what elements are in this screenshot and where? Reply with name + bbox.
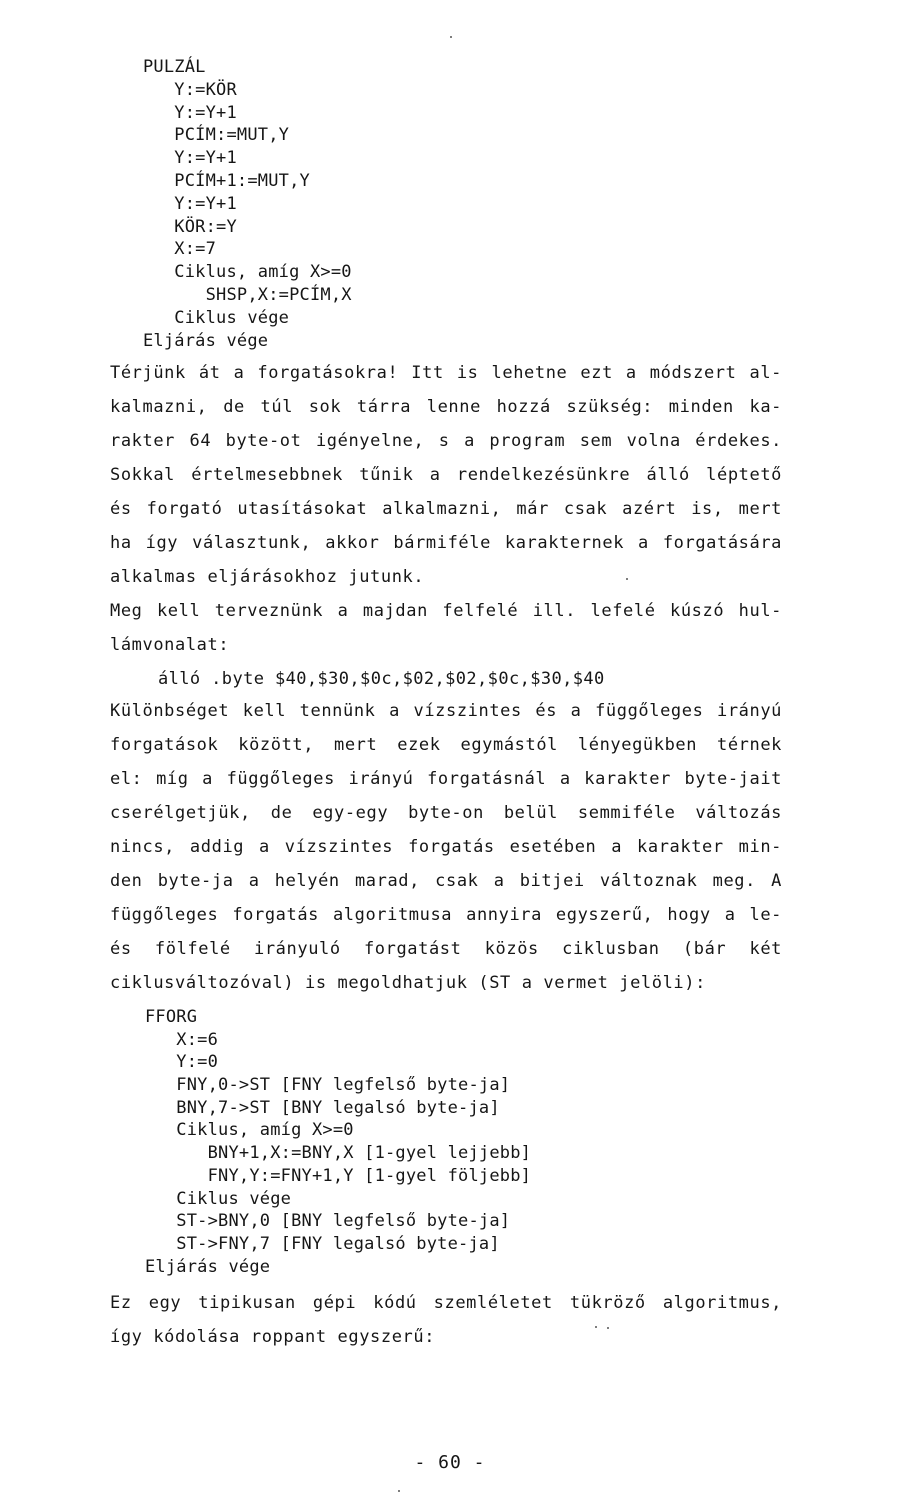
- code-line: Y:=Y+1: [143, 102, 237, 123]
- text-line: cserélgetjük, de egy-egy byte-on belül semmiféle változás: [110, 803, 782, 823]
- code-line: Ciklus, amíg X>=0: [143, 262, 352, 283]
- code-line: Eljárás vége: [143, 330, 269, 351]
- code-line: Ciklus vége: [145, 1188, 292, 1209]
- text-line: alkalmas eljárásokhoz jutunk.: [110, 567, 425, 587]
- text-line: Különbséget kell tennünk a vízszintes és a függőleges irányú: [110, 701, 782, 721]
- code-block-pulzal: [143, 56, 352, 352]
- code-line: SHSP,X:=PCÍM,X: [143, 284, 352, 305]
- byte-data-line: álló .byte $40,$30,$0c,$02,$02,$0c,$30,$40: [158, 669, 605, 689]
- code-line: KÖR:=Y: [143, 216, 237, 237]
- code-line: PCÍM:=MUT,Y: [143, 125, 290, 146]
- text-line: és forgató utasításokat alkalmazni, már csak azért is, mert: [110, 499, 782, 519]
- code-line: X:=6: [145, 1029, 219, 1050]
- text-line: kalmazni, de túl sok tárra lenne hozzá szükség: minden ka-: [110, 397, 782, 417]
- scan-speck: [626, 578, 628, 580]
- text-line: ha így választunk, akkor bármiféle karakternek a forgatására: [110, 533, 782, 553]
- code-line: Y:=0: [145, 1052, 219, 1073]
- text-line: Meg kell terveznünk a majdan felfelé ill. lefelé kúszó hul-: [110, 601, 782, 621]
- text-line: Térjünk át a forgatásokra! Itt is lehetne ezt a módszert al-: [110, 363, 782, 383]
- code-line: Eljárás vége: [145, 1256, 271, 1277]
- scan-speck: [398, 1490, 400, 1492]
- code-line: FNY,Y:=FNY+1,Y [1-gyel följebb]: [145, 1165, 532, 1186]
- paragraph-rotation-directions: [110, 694, 782, 1000]
- code-line: Y:=KÖR: [143, 79, 237, 100]
- code-line: X:=7: [143, 239, 217, 260]
- code-line: Ciklus, amíg X>=0: [145, 1120, 354, 1141]
- scan-speck: [450, 36, 452, 38]
- text-line: lámvonalat:: [110, 635, 230, 655]
- code-line: BNY+1,X:=BNY,X [1-gyel lejjebb]: [145, 1143, 532, 1164]
- paragraph-rotations-intro: [110, 356, 782, 594]
- text-line: den byte-ja a helyén marad, csak a bitjei változnak meg. A: [110, 871, 782, 891]
- paragraph-wave-line: [110, 594, 782, 662]
- code-line: FNY,0->ST [FNY legfelső byte-ja]: [145, 1075, 511, 1096]
- code-line: PCÍM+1:=MUT,Y: [143, 170, 310, 191]
- text-line: így kódolása roppant egyszerű:: [110, 1327, 436, 1347]
- code-line: BNY,7->ST [BNY legalsó byte-ja]: [145, 1097, 500, 1118]
- text-line: rakter 64 byte-ot igényelne, s a program sem volna érdekes.: [110, 431, 782, 451]
- code-line: ST->BNY,0 [BNY legfelső byte-ja]: [145, 1211, 511, 1232]
- code-line: Y:=Y+1: [143, 193, 237, 214]
- code-line: FFORG: [145, 1007, 198, 1027]
- code-block-fforg: [145, 1006, 531, 1278]
- text-line: Ez egy tipikusan gépi kódú szemléletet tükröző algoritmus,: [110, 1293, 782, 1313]
- scan-speck: [607, 1327, 609, 1329]
- text-line: Sokkal értelmesebbnek tűnik a rendelkezésünkre álló léptető: [110, 465, 782, 485]
- text-line: nincs, addig a vízszintes forgatás esetében a karakter min-: [110, 837, 782, 857]
- text-line: forgatások között, mert ezek egymástól lényegükben térnek: [110, 735, 782, 755]
- code-line: Y:=Y+1: [143, 148, 237, 169]
- scan-speck: [595, 1326, 597, 1328]
- code-line: Ciklus vége: [143, 307, 290, 328]
- text-line: függőleges forgatás algoritmusa annyira egyszerű, hogy a le-: [110, 905, 782, 925]
- text-line: ciklusváltozóval) is megoldhatjuk (ST a vermet jelöli):: [110, 973, 706, 993]
- page-number: - 60 -: [414, 1452, 486, 1473]
- paragraph-conclusion: [110, 1286, 782, 1354]
- code-line: PULZÁL: [143, 57, 206, 77]
- text-line: el: míg a függőleges irányú forgatásnál a karakter byte-jait: [110, 769, 782, 789]
- code-line: ST->FNY,7 [FNY legalsó byte-ja]: [145, 1233, 500, 1254]
- text-line: és fölfelé irányuló forgatást közös ciklusban (bár két: [110, 939, 782, 959]
